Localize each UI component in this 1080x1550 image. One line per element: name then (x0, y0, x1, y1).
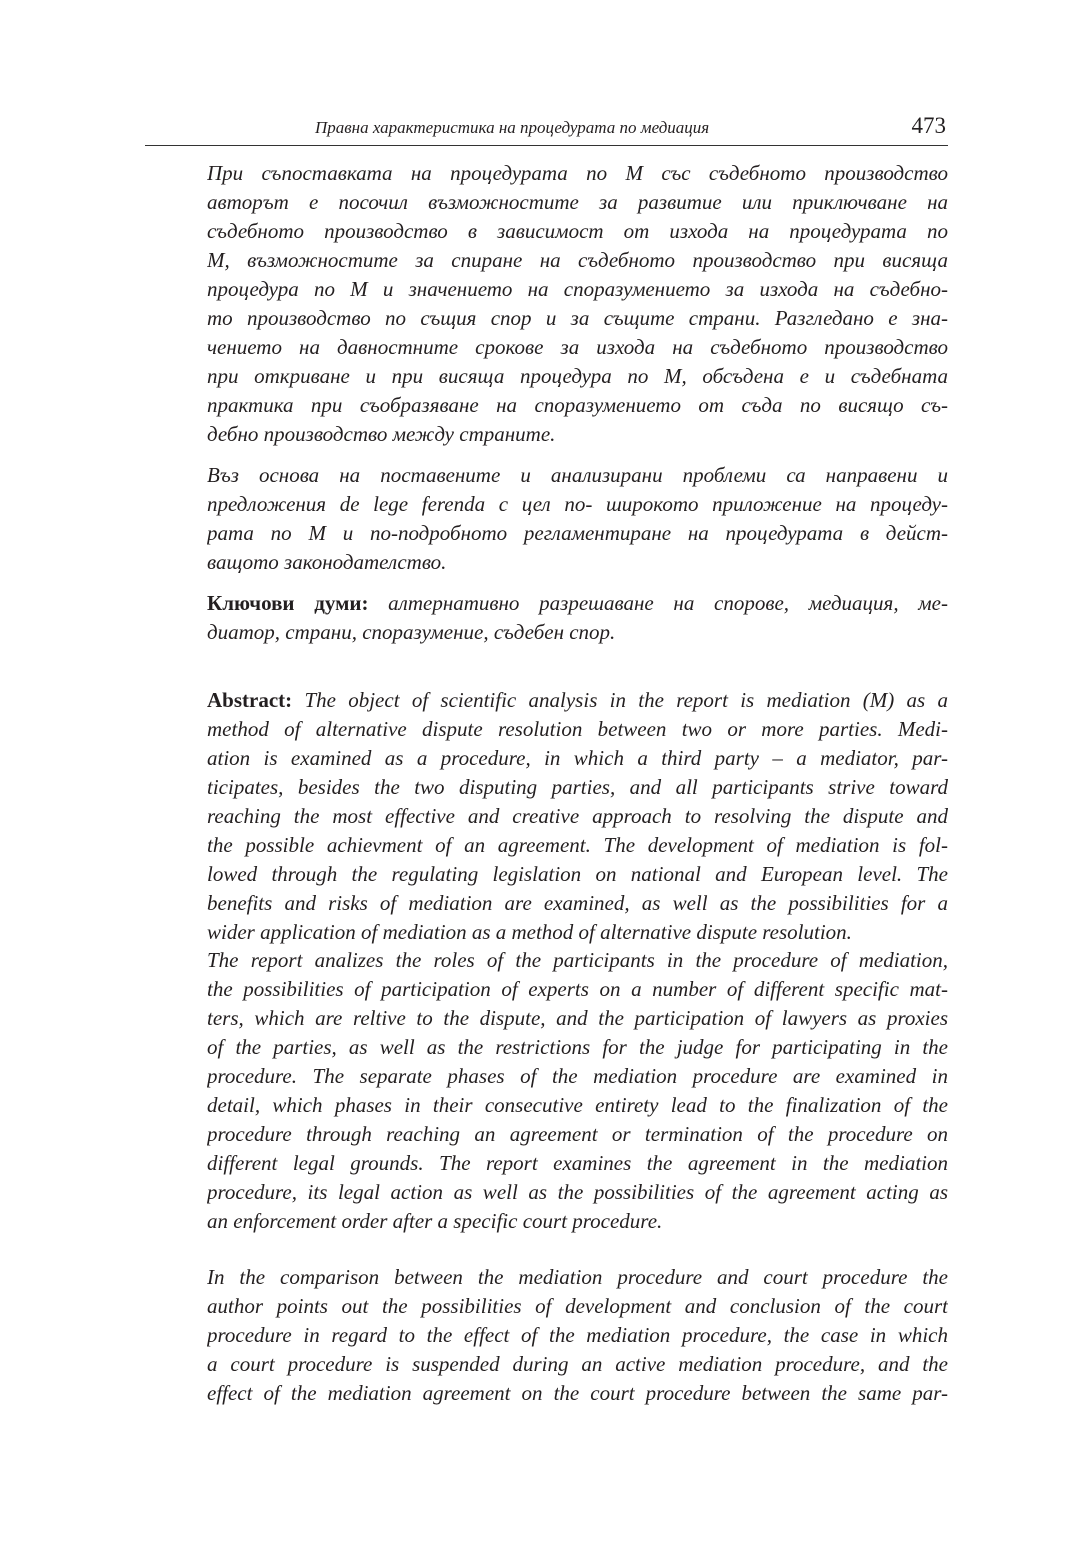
text-line (207, 461, 948, 490)
text-line (207, 1350, 948, 1379)
line-text: При съпоставката на процедурата по М със съдебното производство (207, 161, 948, 185)
abstract-paragraph-2 (207, 946, 948, 1236)
text-line (207, 1149, 948, 1178)
text-line (207, 1120, 948, 1149)
text-line (207, 744, 948, 773)
text-line (207, 159, 948, 188)
line-text: an enforcement order after a specific court procedure. (207, 1209, 663, 1233)
text-line (207, 802, 948, 831)
text-line (207, 715, 948, 744)
keywords (207, 589, 948, 647)
line-text: procedure through reaching an agreement or termination of the procedure on (207, 1122, 948, 1146)
line-text: алтернативно разрешаване на спорове, медиация, ме- (388, 591, 948, 615)
text-line (207, 519, 948, 548)
line-text: The report analizes the roles of the participants in the procedure of mediation, (207, 948, 948, 972)
line-text: авторът е посочил възможностите за развитие или приключване на (207, 190, 948, 214)
line-text: ters, which are reltive to the dispute, and the participation of lawyers as proxies (207, 1006, 948, 1030)
running-header (145, 115, 948, 146)
line-text: lowed through the regulating legislation on national and European level. The (207, 862, 948, 886)
line-text: wider application of mediation as a method of alternative dispute resolution. (207, 920, 852, 944)
running-title: Правна характеристика на процедурата по медиация (315, 118, 710, 137)
text-line (207, 618, 948, 647)
text-line (207, 490, 948, 519)
text-line (207, 1292, 948, 1321)
abstract-paragraph-1 (207, 686, 948, 947)
text-line (207, 686, 948, 715)
line-text: reaching the most effective and creative approach to resolving the dispute and (207, 804, 948, 828)
text-line (207, 589, 948, 618)
text-line (207, 1207, 948, 1236)
line-text: the possibilities of participation of experts on a number of different specific mat- (207, 977, 948, 1001)
text-line (207, 548, 948, 577)
line-text: of the parties, as well as the restrictions for the judge for participating in the (207, 1035, 948, 1059)
text-line (207, 1062, 948, 1091)
text-line (207, 275, 948, 304)
line-text: практика при съобразяване на споразумението от съда по висящо съ- (207, 393, 948, 417)
line-text: The object of scientific analysis in the report is mediation (M) as a (304, 688, 948, 712)
line-text: a court procedure is suspended during an active mediation procedure, and the (207, 1352, 948, 1376)
text-line (207, 188, 948, 217)
text-line (207, 1263, 948, 1292)
line-text: author points out the possibilities of development and conclusion of the court (207, 1294, 948, 1318)
line-text: Въз основа на поставените и анализирани проблеми са направени и (207, 463, 948, 487)
line-text: ващото законодателство. (207, 550, 447, 574)
line-text: In the comparison between the mediation procedure and court procedure the (207, 1265, 948, 1289)
line-text: the possible achievment of an agreement. The development of mediation is fol- (207, 833, 948, 857)
line-text: different legal grounds. The report examines the agreement in the mediation (207, 1151, 948, 1175)
line-text: М, възможностите за спиране на съдебното производство при висяща (207, 248, 948, 272)
text-line (207, 1033, 948, 1062)
line-text: ation is examined as a procedure, in which a third party – a mediator, par- (207, 746, 948, 770)
line-text: method of alternative dispute resolution between two or more parties. Medi- (207, 717, 948, 741)
abstract-paragraph-3 (207, 1263, 948, 1408)
line-text: дебно производство между страните. (207, 422, 556, 446)
line-text: procedure in regard to the effect of the mediation procedure, the case in which (207, 1323, 948, 1347)
text-line (207, 333, 948, 362)
text-line (207, 1091, 948, 1120)
section-label: Ключови думи: (207, 591, 369, 615)
text-line (207, 391, 948, 420)
line-text: процедура по М и значението на споразумението за изхода на съдебно- (207, 277, 948, 301)
line-text: рата по М и по-подробното регламентиране на процедурата в дейст- (207, 521, 948, 545)
text-line (207, 217, 948, 246)
text-line (207, 1321, 948, 1350)
text-line (207, 918, 948, 947)
paragraph-bg-comparison (207, 159, 948, 449)
text-line (207, 1004, 948, 1033)
line-text: effect of the mediation agreement on the court procedure between the same par- (207, 1381, 948, 1405)
line-text: то производство по същия спор и за същите страни. Разгледано е зна- (207, 306, 948, 330)
text-line (207, 889, 948, 918)
text-line (207, 831, 948, 860)
text-line (207, 860, 948, 889)
line-text: при откриване и при висяща процедура по М, обсъдена е и съдебната (207, 364, 948, 388)
line-text: предложения de lege ferenda с цел по- широкото приложение на процеду- (207, 492, 948, 516)
text-line (207, 246, 948, 275)
text-line (207, 420, 948, 449)
paragraph-bg-proposals (207, 461, 948, 577)
line-text: benefits and risks of mediation are examined, as well as the possibilities for a (207, 891, 948, 915)
line-text: ticipates, besides the two disputing parties, and all participants strive toward (207, 775, 948, 799)
line-text: detail, which phases in their consecutive entirety lead to the finalization of the (207, 1093, 948, 1117)
line-text: диатор, страни, споразумение, съдебен спор. (207, 620, 616, 644)
text-line (207, 362, 948, 391)
text-line (207, 773, 948, 802)
line-text: procedure. The separate phases of the mediation procedure are examined in (207, 1064, 948, 1088)
text-line (207, 304, 948, 333)
text-line (207, 946, 948, 975)
text-line (207, 1178, 948, 1207)
line-text: procedure, its legal action as well as the possibilities of the agreement acting as (207, 1180, 948, 1204)
text-line (207, 975, 948, 1004)
line-text: съдебното производство в зависимост от изхода на процедурата по (207, 219, 948, 243)
page-number: 473 (911, 113, 946, 138)
line-text: чението на давностните срокове за изхода на съдебното производство (207, 335, 948, 359)
text-line (207, 1379, 948, 1408)
section-label: Abstract: (207, 688, 293, 712)
